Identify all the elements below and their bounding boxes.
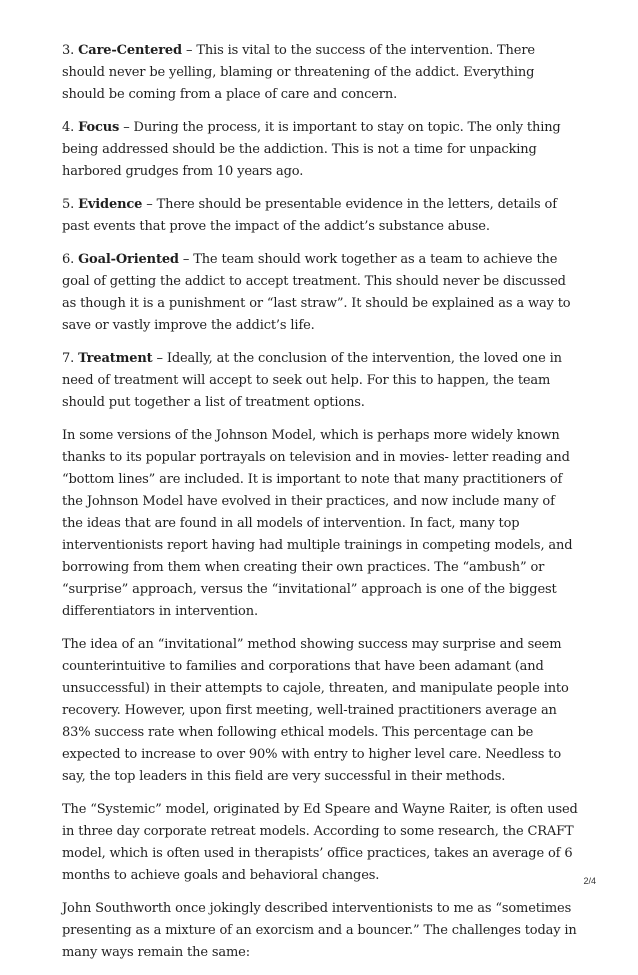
list-item-text: – This is vital to the success of the intervention. There should never be yelling, blaming or threatening of the addict. Everything should be coming from a place of care and concern. [62,43,535,102]
page-number: 2/4 [583,876,596,886]
paragraph-johnson-model: In some versions of the Johnson Model, which is perhaps more widely known thanks to its popular portrayals on television and in movies- letter reading and “bottom lines” are included. It is important to note that many practitioners of the Johnson Model have evolved in their practices, and now include many of the ideas that are found in all models of intervention. In fact, many top interventionists report having had multiple trainings in competing models, and borrowing from them when creating their own practices. The “ambush” or “surprise” approach, versus the “invitational” approach is one of the biggest differentiators in intervention. [62,428,573,619]
list-item-treatment [62,348,578,414]
list-item-number: 7. [62,351,75,366]
list-item-text: – The team should work together as a team to achieve the goal of getting the addict to accept treatment. This should never be discussed as though it is a punishment or “last straw”. It should be explained as a way to save or vastly improve the addict’s life. [62,252,571,333]
list-item-number: 3. [62,43,75,58]
list-item-term: Evidence [78,197,143,212]
list-item-number: 6. [62,252,75,267]
list-item-evidence [62,194,578,238]
list-item-text: – During the process, it is important to stay on topic. The only thing being addressed should be the addiction. This is not a time for unpacking harbored grudges from 10 years ago. [62,120,561,179]
list-item-text: – There should be presentable evidence in the letters, details of past events that prove the impact of the addict’s substance abuse. [62,197,557,234]
list-item-term: Treatment [78,351,153,366]
document-page [62,40,578,975]
paragraph-southworth-quote: John Southworth once jokingly described interventionists to me as “sometimes presenting as a mixture of an exorcism and a bouncer.” The challenges today in many ways remain the same: [62,901,577,960]
list-item-term: Care-Centered [78,43,182,58]
list-item-goal-oriented [62,249,578,337]
list-item-number: 4. [62,120,75,135]
paragraph-invitational-method: The idea of an “invitational” method showing success may surprise and seem counterintuitive to families and corporations that have been adamant (and unsuccessful) in their attempts to cajole, threaten, and manipulate people into recovery. However, upon first meeting, well-trained practitioners average an 83% success rate when following ethical models. This percentage can be expected to increase to over 90% with entry to higher level care. Needless to say, the top leaders in this field are very successful in their methods. [62,637,569,784]
list-item-care-centered [62,40,578,106]
list-item-focus [62,117,578,183]
list-item-term: Focus [78,120,120,135]
list-item-number: 5. [62,197,75,212]
list-item-term: Goal-Oriented [78,252,179,267]
list-item-text: – Ideally, at the conclusion of the intervention, the loved one in need of treatment will accept to seek out help. For this to happen, the team should put together a list of treatment options. [62,351,562,410]
paragraph-systemic-model: The “Systemic” model, originated by Ed Speare and Wayne Raiter, is often used in three day corporate retreat models. According to some research, the CRAFT model, which is often used in therapists’ office practices, takes an average of 6 months to achieve goals and behavioral changes. [62,802,578,883]
